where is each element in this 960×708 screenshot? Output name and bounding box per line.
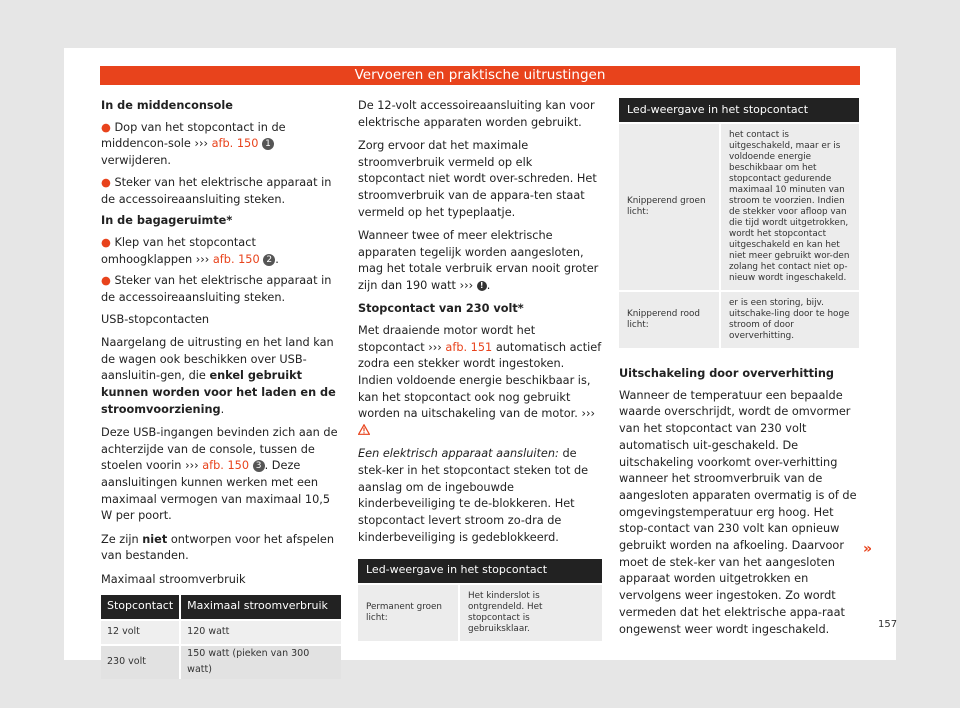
table-cell: er is een storing, bijv. uitschake-ling door te hoge stroom of door oververhitting. (720, 291, 859, 348)
usb-paragraph-2: Deze USB-ingangen bevinden zich aan de achterzijde van de console, tussen de stoelen voorin ››› afb. 150 3 . Deze aansluitingen kunnen werken met een maximaal vermogen van maximaal 10,5 W per poort. (101, 425, 338, 523)
paragraph: Een elektrisch apparaat aansluiten: de stek-ker in het stopcontact steken tot de aanslag om de ingebouwde kinderbeveiliging te de-blokkeren. Het stopcontact levert stroom zo-dra de kinderbeveiliging is gedeblokkeerd. (358, 447, 589, 544)
bullet-dot-icon: ● (101, 120, 111, 134)
bullet-dot-icon: ● (101, 175, 111, 189)
heading-max-stroomverbruik: Maximaal stroomverbruik (101, 572, 246, 586)
table-cell: 120 watt (180, 620, 341, 645)
table-cell: Knipperend groen licht: (619, 123, 720, 291)
paragraph: Met draaiende motor wordt het stopcontact ››› afb. 151 automatisch actief zodra een stekker wordt ingestoken. Indien voldoende energie beschikbaar is, kan het stopcontact ook nog gebruikt worden na uitschakeling van de motor. ››› (358, 323, 602, 440)
usb-paragraph-1: Naargelang de uitrusting en het land kan de wagen ook beschikken over USB-aansluitin-gen, die enkel gebruikt kunnen worden voor het laden en de stroomvoorziening. (101, 335, 336, 416)
bullet-item: ● Klep van het stopcontact omhoogklappen ››› afb. 150 2 . (101, 235, 279, 266)
table-cell: Knipperend rood licht: (619, 291, 720, 348)
paragraph: Zorg ervoor dat het maximale stroomverbruik vermeld op elk stopcontact niet wordt over-schreden. Het stroomverbruik van de appara-ten staat vermeld op het typeplaatje. (358, 138, 597, 219)
continue-arrow-icon: » (863, 541, 873, 557)
bullet-item: ● Steker van het elektrische apparaat in de accessoireaansluiting steken. (101, 274, 332, 305)
table-cell: 150 watt (pieken van 300 watt) (180, 645, 341, 679)
table-cell: 12 volt (101, 620, 180, 645)
bullet-dot-icon: ● (101, 235, 111, 249)
callout-number-icon: 1 (262, 138, 274, 150)
table-row (101, 620, 341, 645)
heading-bagageruimte: In de bagageruimte* (101, 214, 233, 228)
bullet-item: ● Steker van het elektrische apparaat in de accessoireaansluiting steken. (101, 175, 332, 206)
figure-link[interactable]: afb. 150 (209, 252, 264, 266)
table-header: Led-weergave in het stopcontact (358, 559, 602, 584)
table-row (619, 291, 859, 348)
table-header: Maximaal stroomverbruik (180, 595, 341, 620)
max-power-table (101, 595, 341, 679)
heading-middenconsole: In de middenconsole (101, 99, 233, 112)
table-header: Led-weergave in het stopcontact (619, 98, 859, 123)
usb-paragraph-3: Ze zijn niet ontworpen voor het afspelen van bestanden. (101, 532, 335, 563)
bullet-item: ● Dop van het stopcontact in de middencon-sole ››› afb. 150 1 verwijderen. (101, 120, 286, 168)
paragraph: Wanneer de temperatuur een bepaalde waarde overschrijdt, wordt de omvormer van het stopcontact van 230 volt automatisch uit-geschakeld. De uitschakeling voorkomt over-verhitting wanneer het stroomverbruik van de aangesloten apparaten overmatig is of de omgevingstemperatuur erg hoog. Het stop-contact van 230 volt kan opnieuw gebruikt worden na afkoeling. Daarvoor moet de stek-ker van het aangesloten apparaat worden uitgetrokken en vervolgens weer ingestoken. Zo wordt vermeden dat het elektrische appa-raat ongewenst weer wordt ingeschakeld. (619, 388, 857, 636)
led-table-2 (619, 98, 859, 348)
table-row (358, 584, 602, 641)
figure-link[interactable]: afb. 150 (208, 137, 262, 151)
chapter-header: Vervoeren en praktische uitrustingen (100, 66, 860, 85)
led-table-1 (358, 559, 602, 641)
table-header: Stopcontact (101, 595, 180, 620)
bullet-dot-icon: ● (101, 274, 111, 288)
callout-number-icon: 2 (263, 254, 275, 266)
table-row (619, 123, 859, 291)
table-cell: 230 volt (101, 645, 180, 679)
table-cell: Permanent groen licht: (358, 584, 459, 641)
heading-usb: USB-stopcontacten (101, 312, 210, 326)
column-left (101, 98, 341, 679)
warning-icon (358, 424, 370, 435)
column-middle (358, 98, 602, 641)
page-number: 157 (878, 619, 898, 630)
paragraph: De 12-volt accessoireaansluiting kan voor elektrische apparaten worden gebruikt. (358, 99, 595, 129)
table-cell: Het kinderslot is ontgrendeld. Het stopcontact is gebruiksklaar. (459, 584, 602, 641)
paragraph: Wanneer twee of meer elektrische apparaten tegelijk worden aangesloten, mag het totale verbruik ervan nooit groter zijn dan 190 watt ››› ! . (358, 228, 599, 293)
callout-number-icon: 3 (253, 460, 265, 472)
table-cell: het contact is uitgeschakeld, maar er is voldoende energie beschikbaar om het stopcontact gedurende maximaal 10 minuten van stroom te voorzien. Indien de stekker voor afloop van die tijd wordt uitgetrokken, wordt het stopcontact uitgeschakeld en kan het niet meer gebruikt wor-den zolang het contact niet op-nieuw wordt ingeschakeld. (720, 123, 859, 291)
heading-oververhitting: Uitschakeling door oververhitting (619, 367, 834, 380)
info-icon: ! (477, 281, 487, 291)
table-row (101, 645, 341, 679)
column-right (619, 98, 859, 645)
figure-link[interactable]: afb. 150 (198, 459, 253, 473)
figure-link[interactable]: afb. 151 (441, 340, 493, 354)
heading-230-volt: Stopcontact van 230 volt* (358, 302, 524, 316)
